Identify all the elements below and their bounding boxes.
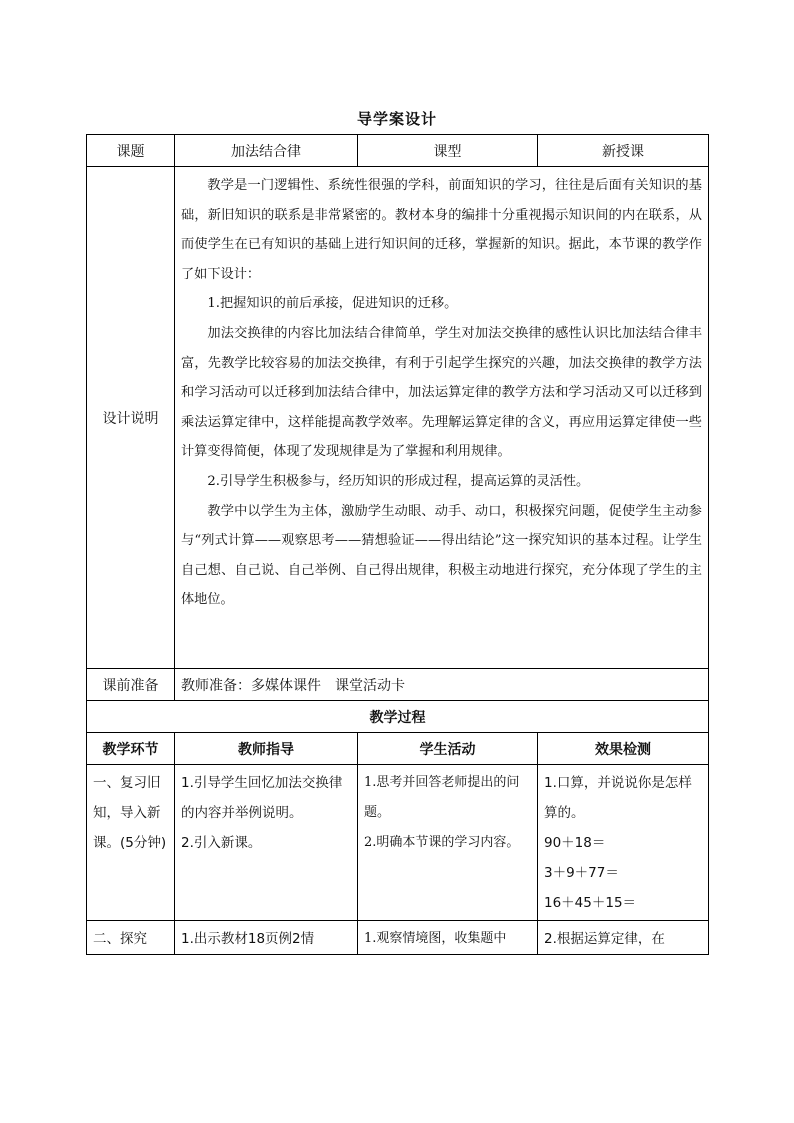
lesson-type-value: 新授课 (538, 135, 709, 167)
check-cell: 2.根据运算定律，在 (538, 921, 709, 955)
stage-cell: 二、探究 (87, 921, 175, 955)
design-paragraph: 2.引导学生积极参与，经历知识的形成过程，提高运算的灵活性。 (207, 473, 590, 489)
check-item: 16＋45＋15＝ (544, 895, 637, 911)
design-paragraph: 教学中以学生为主体，激励学生动眼、动手、动口，积极探究问题，促使学生主动参与“列式计算——观察思考——猜想验证——得出结论”这一探究知识的基本过程。让学生自己想、自己说、自己举例、自己得出规律，积极主动地进行探究，充分体现了学生的主体地位。 (181, 503, 702, 608)
process-columns-row (87, 733, 709, 765)
header-row (87, 135, 709, 167)
prep-label: 课前准备 (87, 669, 175, 701)
design-paragraph: 教学是一门逻辑性、系统性很强的学科，前面知识的学习，往往是后面有关知识的基础，新旧知识的联系是非常紧密的。教材本身的编排十分重视揭示知识间的内在联系，从而使学生在已有知识的基础上进行知识间的迁移，掌握新的知识。据此，本节课的教学作了如下设计： (181, 178, 702, 282)
design-label: 设计说明 (87, 167, 175, 669)
teacher-cell: 1.出示教材18页例2情 (175, 921, 358, 955)
lesson-type-label: 课型 (358, 135, 538, 167)
student-item: 2.明确本节课的学习内容。 (364, 835, 520, 850)
column-header: 效果检测 (538, 733, 709, 765)
column-header: 学生活动 (358, 733, 538, 765)
stage-cell: 一、复习旧知，导入新课。(5分钟) (87, 765, 175, 921)
process-row (87, 921, 709, 955)
process-title-row (87, 701, 709, 733)
document-title: 导学案设计 (356, 110, 437, 128)
process-title: 教学过程 (87, 701, 709, 733)
design-paragraph: 1.把握知识的前后承接，促进知识的迁移。 (207, 296, 458, 312)
column-header: 教学环节 (87, 733, 175, 765)
topic-value: 加法结合律 (175, 135, 358, 167)
teacher-item: 1.引导学生回忆加法交换律的内容并举例说明。 (181, 775, 343, 821)
design-row (87, 167, 709, 669)
student-cell: 1.观察情境图，收集题中 (358, 921, 538, 955)
process-row (87, 765, 709, 921)
prep-row (87, 669, 709, 701)
check-cell (538, 765, 709, 921)
teacher-cell (175, 765, 358, 921)
check-item: 3＋9＋77＝ (544, 865, 619, 881)
column-header: 教师指导 (175, 733, 358, 765)
lesson-plan-table (86, 134, 709, 955)
teacher-item: 2.引入新课。 (181, 835, 262, 851)
check-item: 1.口算，并说说你是怎样算的。 (544, 775, 692, 821)
prep-value: 教师准备：多媒体课件 课堂活动卡 (175, 669, 709, 701)
design-description (175, 167, 709, 669)
student-item: 1.思考并回答老师提出的问题。 (364, 775, 520, 820)
topic-label: 课题 (87, 135, 175, 167)
student-cell (358, 765, 538, 921)
check-item: 90＋18＝ (544, 835, 606, 851)
design-paragraph: 加法交换律的内容比加法结合律简单，学生对加法交换律的感性认识比加法结合律丰富，先教学比较容易的加法交换律，有利于引起学生探究的兴趣，加法交换律的教学方法和学习活动可以迁移到加法结合律中，加法运算定律的教学方法和学习活动又可以迁移到乘法运算定律中，这样能提高教学效率。先理解运算定律的含义，再应用运算定律使一些计算变得简便，体现了发现规律是为了掌握和利用规律。 (181, 325, 702, 460)
